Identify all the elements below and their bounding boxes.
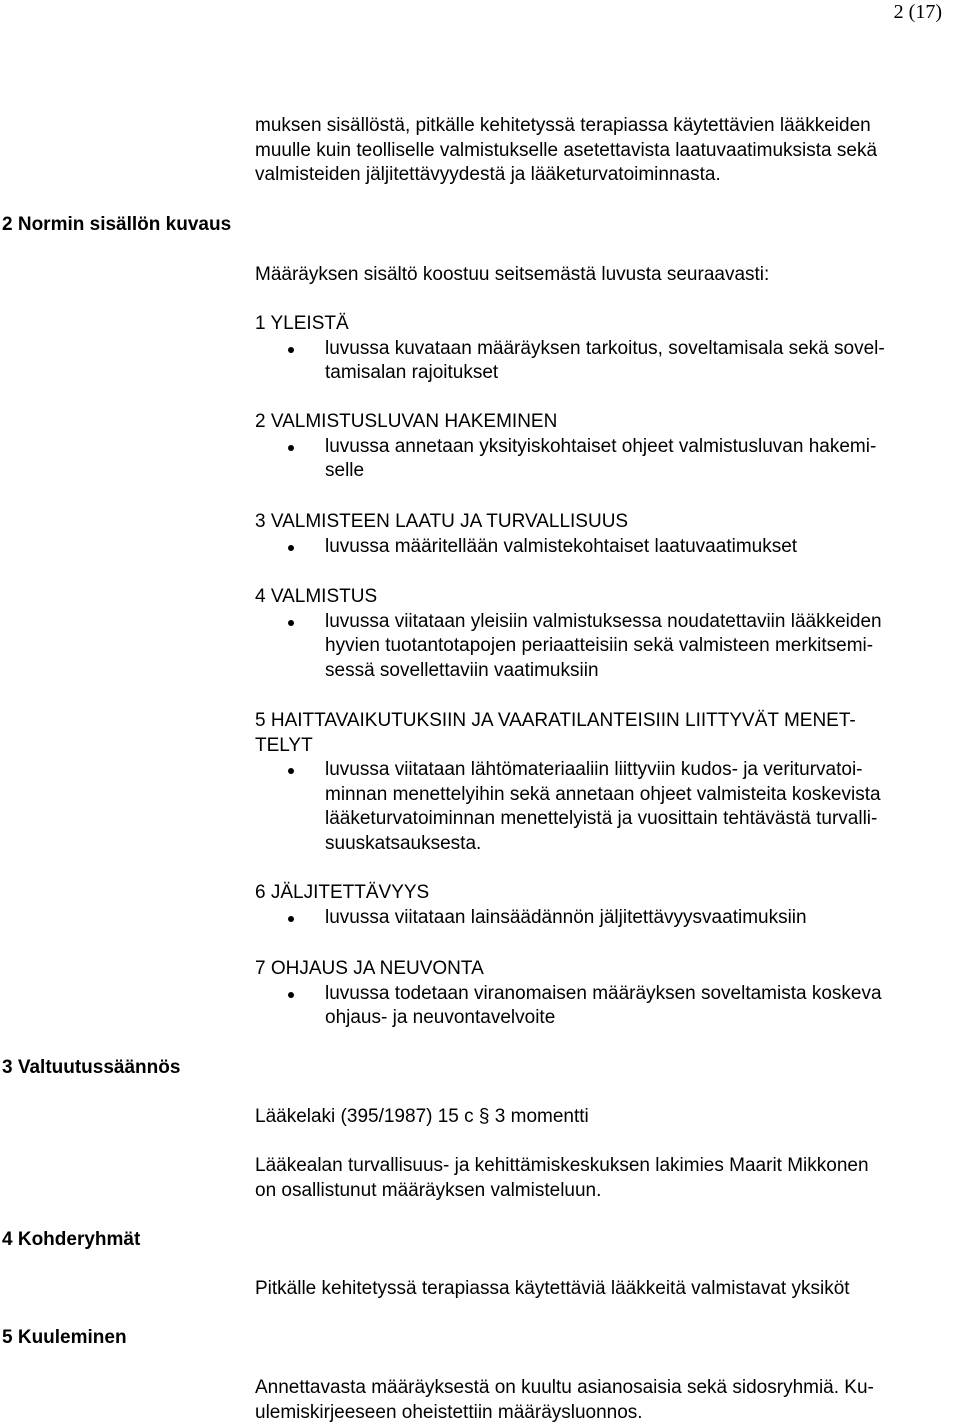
heading-target-groups: 4 Kohderyhmät [2, 1229, 141, 1250]
chapter-title: 4 VALMISTUS [255, 586, 378, 607]
chapter-description: luvussa viitataan yleisiin valmistuksessa noudatettaviin lääkkeiden hyvien tuotantotapojen periaatteisiin sekä valmisteen merkitsemi- sessä sovellettaviin vaatimuksiin [325, 610, 882, 681]
chapter-2 [255, 410, 955, 484]
heading-authority: 3 Valtuutussäännös [2, 1057, 181, 1078]
chapter-title: 7 OHJAUS JA NEUVONTA [255, 958, 484, 979]
chapter-title: 6 JÄLJITETTÄVYYS [255, 882, 430, 903]
heading-consultation: 5 Kuuleminen [2, 1327, 127, 1348]
list-item [255, 535, 955, 560]
target-groups-text: Pitkälle kehitetyssä terapiassa käytettäviä lääkkeitä valmistavat yksiköt [255, 1278, 850, 1299]
heading-norm-content: 2 Normin sisällön kuvaus [2, 214, 232, 235]
chapter-title: 3 VALMISTEEN LAATU JA TURVALLISUUS [255, 511, 629, 532]
bullet-icon [288, 768, 294, 774]
chapter-description: luvussa todetaan viranomaisen määräyksen soveltamista koskeva ohjaus- ja neuvontavelvoite [325, 982, 882, 1028]
bullet-icon [288, 545, 294, 551]
chapter-4 [255, 585, 955, 683]
page-number: 2 (17) [893, 1, 942, 23]
list-item [255, 435, 955, 484]
bullet-icon [288, 347, 294, 353]
chapter-description: luvussa viitataan lainsäädännön jäljitettävyysvaatimuksiin [325, 906, 807, 928]
chapter-description: luvussa annetaan yksityiskohtaiset ohjeet valmistusluvan hakemi- selle [325, 435, 877, 481]
chapter-description: luvussa kuvataan määräyksen tarkoitus, soveltamisala sekä sovel- tamisalan rajoitukset [325, 337, 885, 383]
list-item [255, 610, 955, 684]
chapter-6 [255, 881, 955, 930]
chapter-title: 5 HAITTAVAIKUTUKSIIN JA VAARATILANTEISIIN LIITTYVÄT MENET- TELYT [255, 710, 856, 756]
list-item [255, 337, 955, 386]
chapter-description: luvussa määritellään valmistekohtaiset laatuvaatimukset [325, 535, 798, 557]
chapter-title: 2 VALMISTUSLUVAN HAKEMINEN [255, 411, 558, 432]
list-item [255, 906, 955, 931]
preparer-text: Lääkealan turvallisuus- ja kehittämiskeskuksen lakimies Maarit Mikkonen on osallistunut määräyksen valmisteluun. [255, 1155, 869, 1201]
list-item [255, 982, 955, 1031]
consultation-text: Annettavasta määräyksestä on kuultu asianosaisia sekä sidosryhmiä. Ku- ulemiskirjeeseen oheistettiin määräysluonnos. [255, 1377, 874, 1423]
authority-text: Lääkelaki (395/1987) 15 c § 3 momentti [255, 1106, 589, 1127]
list-item [255, 758, 955, 856]
chapter-5 [255, 709, 955, 856]
bullet-icon [288, 992, 294, 998]
chapter-title: 1 YLEISTÄ [255, 313, 349, 334]
bullet-icon [288, 620, 294, 626]
chapter-description: luvussa viitataan lähtömateriaaliin liittyviin kudos- ja veriturvatoi- minnan menettelyihin sekä annetaan ohjeet valmisteita koskevista lääketurvatoiminnan menettelyistä ja vuosittain tehtävästä turvalli- suuskatsauksesta. [325, 759, 881, 854]
intro-paragraph: muksen sisällöstä, pitkälle kehitetyssä terapiassa käytettävien lääkkeiden muulle kuin teolliselle valmistukselle asetettavista laatuvaatimuksista sekä valmisteiden jäljitettävyydestä ja lääketurvatoiminnasta. [255, 115, 878, 185]
chapter-3 [255, 510, 955, 559]
chapter-7 [255, 957, 955, 1031]
contents-intro: Määräyksen sisältö koostuu seitsemästä luvusta seuraavasti: [255, 264, 770, 285]
bullet-icon [288, 445, 294, 451]
bullet-icon [288, 916, 294, 922]
chapter-1 [255, 312, 955, 386]
